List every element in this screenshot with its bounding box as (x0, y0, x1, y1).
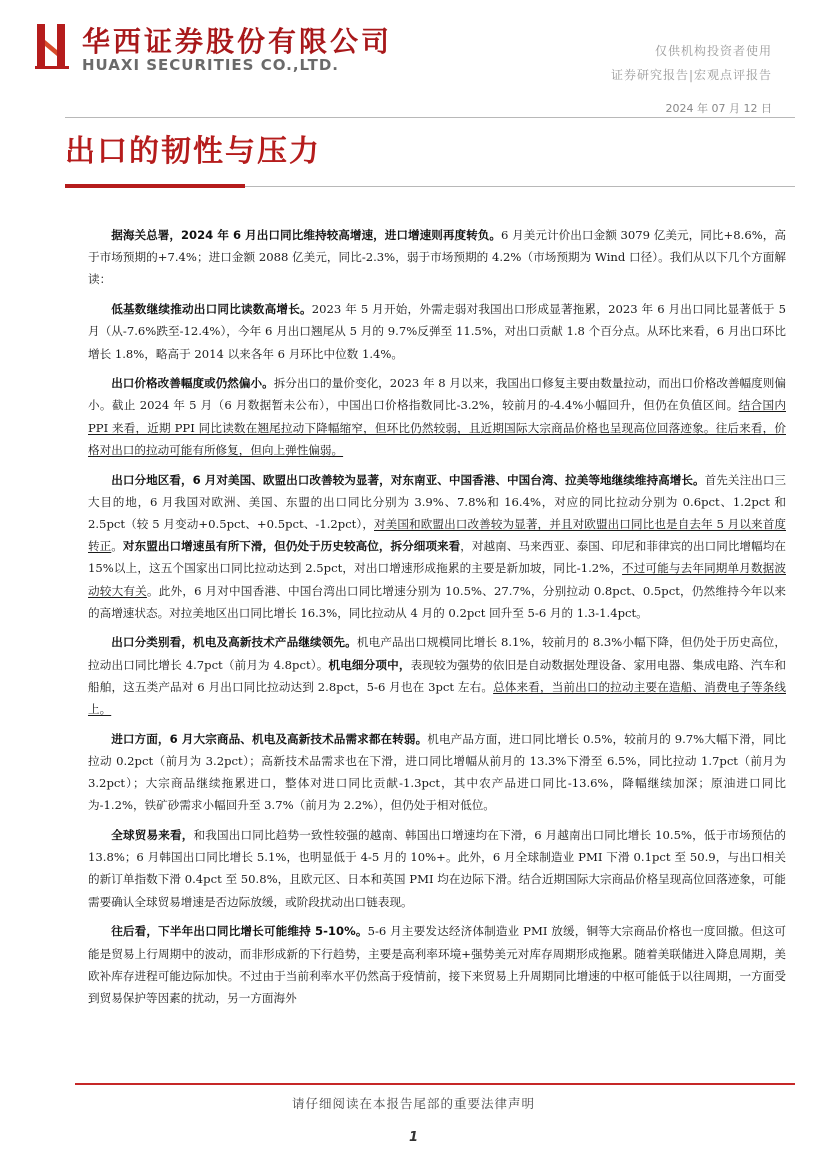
body-text: 6 月美元计价出口金额 3079 亿美元，同比+8.6%，高于市场预期的+7.4%；进口金额 2088 亿美元，同比-2.3%，弱于市场预期的 4.2%（市场预期为 Wind 口径）。我们从以下几个方面解读： (88, 228, 786, 287)
bold-lead-text: 往后看，下半年出口同比增长可能维持 5-10%。 (111, 924, 368, 939)
paragraph-imports (88, 728, 786, 817)
paragraph-global-trade (88, 824, 786, 913)
body-text: 和我国出口同比趋势一致性较强的越南、韩国出口增速均在下滑，6 月越南出口同比增长 10.5%，低于市场预估的 13.8%；6 月韩国出口同比增长 5.1%，也明显低于 4-5 月的 10%+。此外，6 月全球制造业 PMI 下滑 0.1pct 至 50.9，与出口相关的新订单指数下滑 0.4pct 至 50.8%，且欧元区、日本和英国 PMI 均在边际下滑。结合近期国际大宗商品价格呈现高位回落迹象，可能需要确认全球贸易增速是否边际放缓，或阶段扰动出口链表现。 (88, 828, 786, 909)
title-divider (245, 186, 795, 187)
legal-notice: 请仔细阅读在本报告尾部的重要法律声明 (291, 1096, 535, 1111)
header-divider (65, 117, 795, 118)
title-accent-bar (65, 184, 245, 188)
body-text: 表现较为强势的依旧是自动数据处理设备、家用电器、集成电路、汽车和船舶，这五类产品对 6 月出口同比拉动达到 2.8pct，5-6 月也在 3pct 左右。 (88, 657, 786, 694)
report-type: 证券研究报告|宏观点评报告 (610, 68, 772, 82)
body-text: 2023 年 5 月开始，外需走弱对我国出口形成显著拖累，2023 年 6 月出口同比显著低于 5 月（从-7.6%跌至-12.4%），今年 6 月出口翘尾从 5 月的 9.7%反弹至 11.5%，对出口贡献 1.8 个百分点。从环比来看，6 月出口环比增长 1.8%，略高于 2014 以来各年 6 月环比中位数 1.4%。 (88, 302, 786, 361)
underlined-text: 不过可能与去年同期单月数据波动较大有关 (88, 561, 786, 598)
body-text: 拆分出口的量价变化，2023 年 8 月以来，我国出口修复主要由数量拉动，而出口价格改善幅度则偏小。截止 2024 年 5 月（6 月数据暂未公布），中国出口价格指数同比-3.2%，较前月的-4.4%小幅回升，但仍在负值区间。 (88, 376, 786, 413)
paragraph-by-region (88, 469, 786, 624)
huaxi-logo-icon (35, 20, 69, 72)
paragraph-outlook (88, 920, 786, 1009)
bold-lead-text: 机电细分项中， (328, 657, 411, 672)
body-text: 首先关注出口三大目的地，6 月我国对欧洲、美国、东盟的出口同比分别为 3.9%、7.8%和 16.4%，对应的同比拉动分别为 0.6pct、1.2pct 和 2.5pct（较 5 月变动+0.5pct、+0.5pct、-1.2pct）， (88, 472, 786, 531)
paragraph-export-price (88, 372, 786, 461)
underlined-text: 结合国内 PPI 来看，近期 PPI 同比读数在翘尾拉动下降幅缩窄，但环比仍然较弱，且近期国际大宗商品价格也呈现高位回落迹象。往后来看，价格对出口的拉动可能有所修复，但向上弹性偏弱。 (88, 398, 786, 457)
body-text: 机电产品出口规模同比增长 8.1%，较前月的 8.3%小幅下降，但仍处于历史高位，拉动出口同比增长 4.7pct（前月为 4.8pct）。 (88, 635, 786, 672)
company-name-en: HUAXI SECURITIES CO.,LTD. (82, 56, 339, 74)
bold-lead-text: 全球贸易来看， (111, 828, 194, 843)
paragraph-low-base (88, 298, 786, 365)
body-text: 机电产品方面，进口同比增长 0.5%，较前月的 9.7%大幅下滑，同比拉动 0.2pct（前月为 3.2pct）；高新技术品需求也在下滑，进口同比增幅从前月的 13.3%下滑至 6.5%，同比拉动 1.7pct（前月为 3.2pct）；大宗商品继续拖累进口，整体对进口同比贡献-1.3pct，其中农产品进口同比-13.6%，降幅继续加深；原油进口同比为-1.2%，铁矿砂需求小幅回升至 3.7%（前月为 2.2%），但仍处于相对低位。 (88, 731, 787, 813)
paragraph-by-category (88, 631, 786, 720)
paragraph-summary (88, 224, 786, 291)
page-number: 1 (408, 1130, 419, 1145)
bold-lead-text: 进口方面，6 月大宗商品、机电及高新技术品需求都在转弱。 (111, 731, 428, 746)
bold-lead-text: 低基数继续推动出口同比读数高增长。 (111, 302, 312, 317)
report-body (88, 224, 786, 1017)
bold-lead-text: 对东盟出口增速虽有所下滑，但仍处于历史较高位，拆分细项来看 (122, 539, 461, 554)
body-text: 。 (111, 539, 123, 554)
report-title: 出口的韧性与压力 (65, 134, 321, 169)
bold-lead-text: 出口价格改善幅度或仍然偏小。 (111, 376, 274, 391)
underlined-text: 总体来看，当前出口的拉动主要在造船、消费电子等条线上。 (88, 679, 786, 717)
audience-note: 仅供机构投资者使用 (654, 44, 772, 58)
report-date: 2024 年 07 月 12 日 (665, 102, 772, 115)
company-name-cn: 华西证券股份有限公司 (82, 25, 393, 58)
body-text: 5-6 月主要发达经济体制造业 PMI 放缓，铜等大宗商品价格也一度回撤。但这可能是贸易上行周期中的波动，而非形成新的下行趋势，主要是高利率环境+强势美元对库存周期形成拖累。随着美联储进入降息周期，美欧补库存进程可能边际加快。不过由于当前利率水平仍然高于疫情前，接下来贸易上升周期同比增速的中枢可能低于以往周期，一方面受到贸易保护等因素的扰动，另一方面海外 (88, 924, 787, 1005)
bold-lead-text: 据海关总署，2024 年 6 月出口同比维持较高增速，进口增速则再度转负。 (111, 228, 502, 242)
body-text: ，对越南、马来西亚、泰国、印尼和菲律宾的出口同比增幅均在 15%以上，这五个国家出口同比拉动达到 2.5pct，对出口增速形成拖累的主要是新加坡，同比-1.2%， (88, 539, 786, 576)
underlined-text: 对美国和欧盟出口改善较为显著，并且对欧盟出口同比也是自去年 5 月以来首度转正 (88, 516, 786, 554)
bold-lead-text: 出口分地区看，6 月对美国、欧盟出口改善较为显著，对东南亚、中国香港、中国台湾、拉美等地继续维持高增长。 (111, 472, 705, 487)
footer-divider (75, 1083, 795, 1085)
bold-lead-text: 出口分类别看，机电及高新技术产品继续领先。 (111, 635, 357, 650)
body-text: 。此外，6 月对中国香港、中国台湾出口同比增速分别为 10.5%、27.7%，分别拉动 0.8pct、0.5pct，仍然维持今年以来的高增速状态。对拉美地区出口同比增长 16.3%，同比拉动从 4 月的 0.2pct 回升至 5-6 月的 1.3-1.4pct。 (88, 583, 786, 620)
report-header (0, 0, 827, 120)
